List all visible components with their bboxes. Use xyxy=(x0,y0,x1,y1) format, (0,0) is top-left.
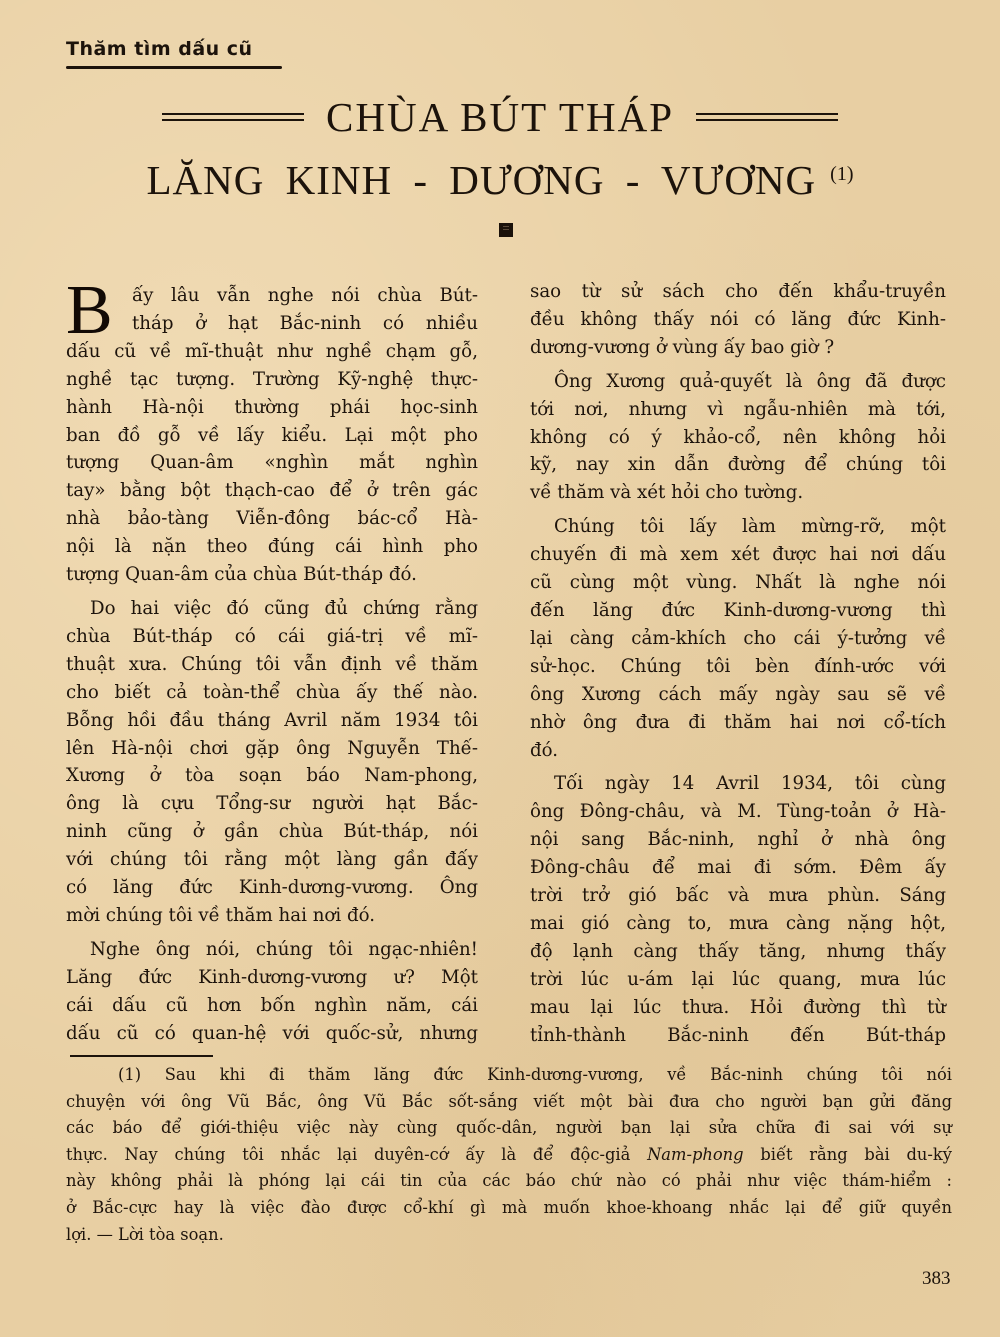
footnote-text: lợi. — Lời tòa soạn. xyxy=(66,1224,224,1244)
text-line: chuyến đi mà xem xét được hai nơi dấu xyxy=(530,544,946,566)
footnote-text: ở Bắc-cực hay là việc đào được cổ-khí gì mà muốn khoe-khoang nhắc lại để giữ quyền xyxy=(66,1197,952,1217)
footnote-text: (1) Sau khi đi thăm lăng đức Kinh-dương-vương, về Bắc-ninh chúng tôi nói xyxy=(118,1065,952,1084)
text-line: mau lại lúc thưa. Hỏi đường thì từ xyxy=(530,996,946,1018)
footnote-line xyxy=(66,1089,952,1116)
text-line: mai gió càng to, mưa càng nặng hột, xyxy=(530,912,946,934)
footnote xyxy=(66,1062,952,1248)
double-rule-right xyxy=(696,112,838,122)
text-line: có lăng đức Kinh-dương-vương. Ông xyxy=(66,877,478,899)
text-line: đến lăng đức Kinh-dương-vương thì xyxy=(530,599,946,621)
footnote-text: thực. Nay chúng tôi nhắc lại duyên-cớ ấy là để độc-giả xyxy=(66,1144,648,1164)
text-line: về thăm và xét hỏi cho tường. xyxy=(530,482,804,504)
text-line: trời trở gió bấc và mưa phùn. Sáng xyxy=(530,885,946,907)
title-line-2-row xyxy=(0,156,1000,212)
text-line: Xương ở tòa soạn báo Nam-phong, xyxy=(66,765,478,787)
double-rule-left xyxy=(162,112,304,122)
text-line: nghề tạc tượng. Trường Kỹ-nghệ thực- xyxy=(66,368,478,390)
footnote-line xyxy=(66,1168,952,1195)
text-line: Đông-châu để mai đi sớm. Đêm ấy xyxy=(530,857,946,879)
text-line: đều không thấy nói có lăng đức Kinh- xyxy=(530,308,946,330)
text-line: ông Đông-châu, và M. Tùng-toản ở Hà- xyxy=(530,801,946,823)
text-line: đó. xyxy=(530,739,559,761)
footnote-line xyxy=(66,1195,952,1222)
text-line: cũ cùng một vùng. Nhất là nghe nói xyxy=(530,572,946,594)
text-line: mời chúng tôi về thăm hai nơi đó. xyxy=(66,904,376,926)
text-line: ninh cũng ở gần chùa Bút-tháp, nói xyxy=(66,821,478,843)
text-line: tỉnh-thành Bắc-ninh đến Bút-tháp xyxy=(530,1024,946,1046)
text-line: Tối ngày 14 Avril 1934, tôi cùng xyxy=(554,773,946,795)
section-tag-underline xyxy=(66,66,282,69)
text-line: dấu cũ về mĩ-thuật như nghề chạm gỗ, xyxy=(66,340,478,362)
article-subtitle: LĂNG KINH - DƯƠNG - VƯƠNG xyxy=(146,157,817,203)
text-line: Lăng đức Kinh-dương-vương ư? Một xyxy=(66,966,478,988)
text-line: lại càng cảm-khích cho cái ý-tưởng về xyxy=(530,627,946,649)
text-line: không có ý khảo-cổ, nên không hỏi xyxy=(530,426,946,448)
text-line: sao từ sử sách cho đến khẩu-truyền xyxy=(530,281,946,302)
footnote-line xyxy=(66,1142,952,1169)
footnote-text: chuyện với ông Vũ Bắc, ông Vũ Bắc sốt-sắng viết một bài đưa cho người bạn gửi đăng xyxy=(66,1091,952,1111)
footnote-text: biết rằng bài du-ký xyxy=(743,1144,952,1164)
text-line: kỹ, nay xin dẫn đường để chúng tôi xyxy=(530,454,946,476)
text-line: Ông Xương quả-quyết là ông đã được xyxy=(554,370,946,392)
text-line: ấy lâu vẫn nghe nói chùa Bút- xyxy=(132,285,478,306)
text-line: dương-vương ở vùng ấy bao giờ ? xyxy=(530,336,835,358)
footnote-text: này không phải là phóng lại cái tin của các báo chứ nào có phải như việc thám-hiểm : xyxy=(66,1171,952,1191)
drop-cap: B xyxy=(66,272,113,349)
title-line-1-row xyxy=(0,92,1000,142)
text-line: ông là cựu Tổng-sư người hạt Bắc- xyxy=(66,793,478,815)
footnote-text: các báo để giới-thiệu việc này cùng quốc-dân, người bạn lại sửa chữa đi sai với sự xyxy=(66,1118,952,1138)
text-line: cái dấu cũ hơn bốn nghìn năm, cái xyxy=(66,994,478,1016)
text-line: Bỗng hồi đầu tháng Avril năm 1934 tôi xyxy=(66,709,478,731)
text-line: độ lạnh càng thấy tăng, nhưng thấy xyxy=(530,940,946,962)
text-line: tượng Quan-âm của chùa Bút-tháp đó. xyxy=(66,564,417,586)
footnote-line xyxy=(66,1115,952,1142)
text-line: lên Hà-nội chơi gặp ông Nguyễn Thế- xyxy=(66,737,478,759)
title-footnote-ref: (1) xyxy=(830,163,854,185)
text-line: cho biết cả toàn-thể chùa ấy thế nào. xyxy=(66,681,478,703)
text-line: nội là nặn theo đúng cái hình pho xyxy=(66,536,478,558)
section-tag: Thăm tìm dấu cũ xyxy=(66,38,253,60)
text-line: nội sang Bắc-ninh, nghỉ ở nhà ông xyxy=(530,829,946,851)
text-line: Nghe ông nói, chúng tôi ngạc-nhiên! xyxy=(90,938,478,960)
article-column-left xyxy=(66,272,478,1047)
article-title: CHÙA BÚT THÁP xyxy=(326,94,674,140)
text-line: nhờ ông đưa đi thăm hai nơi cổ-tích xyxy=(530,711,946,733)
page-number: 383 xyxy=(922,1268,951,1289)
footnote-line xyxy=(66,1222,952,1249)
text-line: dấu cũ có quan-hệ với quốc-sử, nhưng xyxy=(66,1022,478,1044)
text-line: với chúng tôi rằng một làng gần đấy xyxy=(66,849,478,871)
footnote-italic-title: Nam-phong xyxy=(647,1144,744,1164)
text-line: Chúng tôi lấy làm mừng-rỡ, một xyxy=(554,516,946,538)
text-line: ông Xương cách mấy ngày sau sẽ về xyxy=(530,683,946,705)
text-line: trời lúc u-ám lại lúc quang, mưa lúc xyxy=(530,968,946,990)
footnote-line xyxy=(66,1062,952,1089)
text-line: tay» bằng bột thạch-cao để ở trên gác xyxy=(66,480,478,502)
text-line: tượng Quan-âm «nghìn mắt nghìn xyxy=(66,452,478,474)
text-line: hành Hà-nội thường phái học-sinh xyxy=(66,396,478,418)
text-line: tháp ở hạt Bắc-ninh có nhiều xyxy=(132,312,478,334)
text-line: nhà bảo-tàng Viễn-đông bác-cổ Hà- xyxy=(66,508,478,530)
footnote-divider xyxy=(70,1055,213,1057)
text-line: sử-học. Chúng tôi bèn đính-ước với xyxy=(530,655,946,677)
article-column-right xyxy=(530,278,946,1049)
text-line: thuật xưa. Chúng tôi vẫn định về thăm xyxy=(66,653,478,675)
black-square-ornament-icon xyxy=(499,223,513,237)
text-line: ban đồ gỗ về lấy kiểu. Lại một pho xyxy=(66,424,478,446)
text-line: tới nơi, nhưng vì ngẫu-nhiên mà tới, xyxy=(530,398,946,420)
text-line: Do hai việc đó cũng đủ chứng rằng xyxy=(90,597,478,619)
text-line: chùa Bút-tháp có cái giá-trị về mĩ- xyxy=(66,625,478,647)
